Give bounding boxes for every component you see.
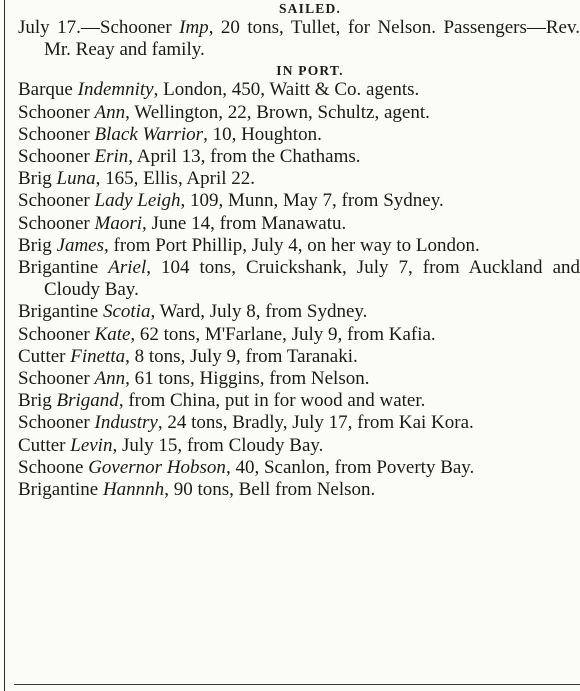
vessel-details: , from Port Phillip, July 4, on her way to London. xyxy=(104,234,480,256)
vessel-details: , 20 tons, Tullet, for Nelson. Passengers—Rev. Mr. Reay and family. xyxy=(44,17,580,61)
vessel-name: Imp xyxy=(179,17,209,38)
vessel-type: Brigantine xyxy=(18,301,99,323)
ship-entry xyxy=(18,102,580,124)
ship-entry xyxy=(18,479,580,501)
vessel-name: Maori xyxy=(94,212,143,234)
vessel-name: Industry xyxy=(94,412,158,434)
vessel-details: , 40, Scanlon, from Poverty Bay. xyxy=(225,456,475,478)
ship-entry xyxy=(18,235,580,257)
vessel-type: Barque xyxy=(18,79,73,101)
vessel-type: July 17.—Schooner xyxy=(18,17,172,38)
vessel-type: Schoone xyxy=(18,456,84,478)
vessel-details: , Wellington, 22, Brown, Schultz, agent. xyxy=(125,101,430,123)
vessel-name: Scotia xyxy=(102,301,151,323)
vessel-details: , 10, Houghton. xyxy=(203,123,322,145)
vessel-name: Ann xyxy=(94,368,126,390)
vessel-name: Levin xyxy=(70,434,113,456)
vessel-name: Ariel xyxy=(108,257,147,279)
vessel-type: Schooner xyxy=(18,412,90,434)
sailed-heading: SAILED. xyxy=(278,1,342,16)
vessel-type: Brigantine xyxy=(18,257,99,279)
vessel-details: , July 15, from Cloudy Bay. xyxy=(112,434,324,456)
vessel-details: , 90 tons, Bell from Nelson. xyxy=(164,479,376,501)
vessel-name: James xyxy=(56,234,105,256)
ship-entry xyxy=(18,368,580,390)
ship-entry xyxy=(18,124,580,146)
vessel-name: Governor Hobson xyxy=(88,456,226,478)
vessel-name: Brigand xyxy=(56,390,119,412)
vessel-type: Brig xyxy=(18,234,52,256)
ship-entry xyxy=(18,257,580,301)
ship-entry xyxy=(18,190,580,212)
vessel-details: , 8 tons, July 9, from Taranaki. xyxy=(125,345,358,367)
vessel-type: Schooner xyxy=(18,368,90,390)
vessel-type: Schooner xyxy=(18,212,90,234)
ship-entry xyxy=(18,412,580,434)
vessel-type: Brigantine xyxy=(18,479,99,501)
sailed-list xyxy=(18,17,580,61)
vessel-name: Indemnity xyxy=(77,79,154,101)
vessel-details: , June 14, from Manawatu. xyxy=(142,212,347,234)
shipping-column xyxy=(18,0,580,501)
vessel-details: , 104 tons, Cruickshank, July 7, from Auckland and Cloudy Bay. xyxy=(44,257,580,301)
vessel-type: Brig xyxy=(18,168,52,190)
ship-entry xyxy=(18,17,580,61)
vessel-type: Schooner xyxy=(18,190,90,212)
vessel-type: Schooner xyxy=(18,101,90,123)
vessel-type: Schooner xyxy=(18,323,90,345)
ship-entry xyxy=(18,301,580,323)
vessel-details: , 62 tons, M'Farlane, July 9, from Kafia. xyxy=(130,323,436,345)
vessel-name: Luna xyxy=(56,168,96,190)
vessel-type: Brig xyxy=(18,390,52,412)
ship-entry xyxy=(18,213,580,235)
vessel-type: Cutter xyxy=(18,434,66,456)
vessel-details: , 24 tons, Bradly, July 17, from Kai Kora. xyxy=(157,412,474,434)
ship-entry xyxy=(18,346,580,368)
vessel-details: , Ward, July 8, from Sydney. xyxy=(150,301,368,323)
vessel-details: , from China, put in for wood and water. xyxy=(118,390,426,412)
in-port-heading: IN PORT. xyxy=(276,63,344,79)
left-column-rule xyxy=(4,0,5,691)
vessel-name: Ann xyxy=(94,101,126,123)
vessel-name: Kate xyxy=(94,323,131,345)
ship-entry xyxy=(18,146,580,168)
ship-entry xyxy=(18,168,580,190)
vessel-name: Finetta xyxy=(70,345,126,367)
bottom-rule xyxy=(14,684,580,685)
vessel-name: Lady Leigh xyxy=(94,190,181,212)
ship-entry xyxy=(18,457,580,479)
vessel-details: , London, 450, Waitt & Co. agents. xyxy=(153,79,420,101)
vessel-details: , April 13, from the Chathams. xyxy=(128,146,361,168)
ship-entry xyxy=(18,324,580,346)
ship-entry xyxy=(18,435,580,457)
in-port-list xyxy=(18,79,580,501)
vessel-name: Hannnh xyxy=(102,479,165,501)
vessel-details: , 109, Munn, May 7, from Sydney. xyxy=(180,190,444,212)
vessel-type: Cutter xyxy=(18,345,66,367)
vessel-name: Black Warrior xyxy=(94,123,204,145)
ship-entry xyxy=(18,390,580,412)
vessel-details: , 165, Ellis, April 22. xyxy=(95,168,256,190)
vessel-name: Erin xyxy=(94,146,129,168)
vessel-type: Schooner xyxy=(18,146,90,168)
ship-entry xyxy=(18,79,580,101)
vessel-type: Schooner xyxy=(18,123,90,145)
vessel-details: , 61 tons, Higgins, from Nelson. xyxy=(125,368,370,390)
